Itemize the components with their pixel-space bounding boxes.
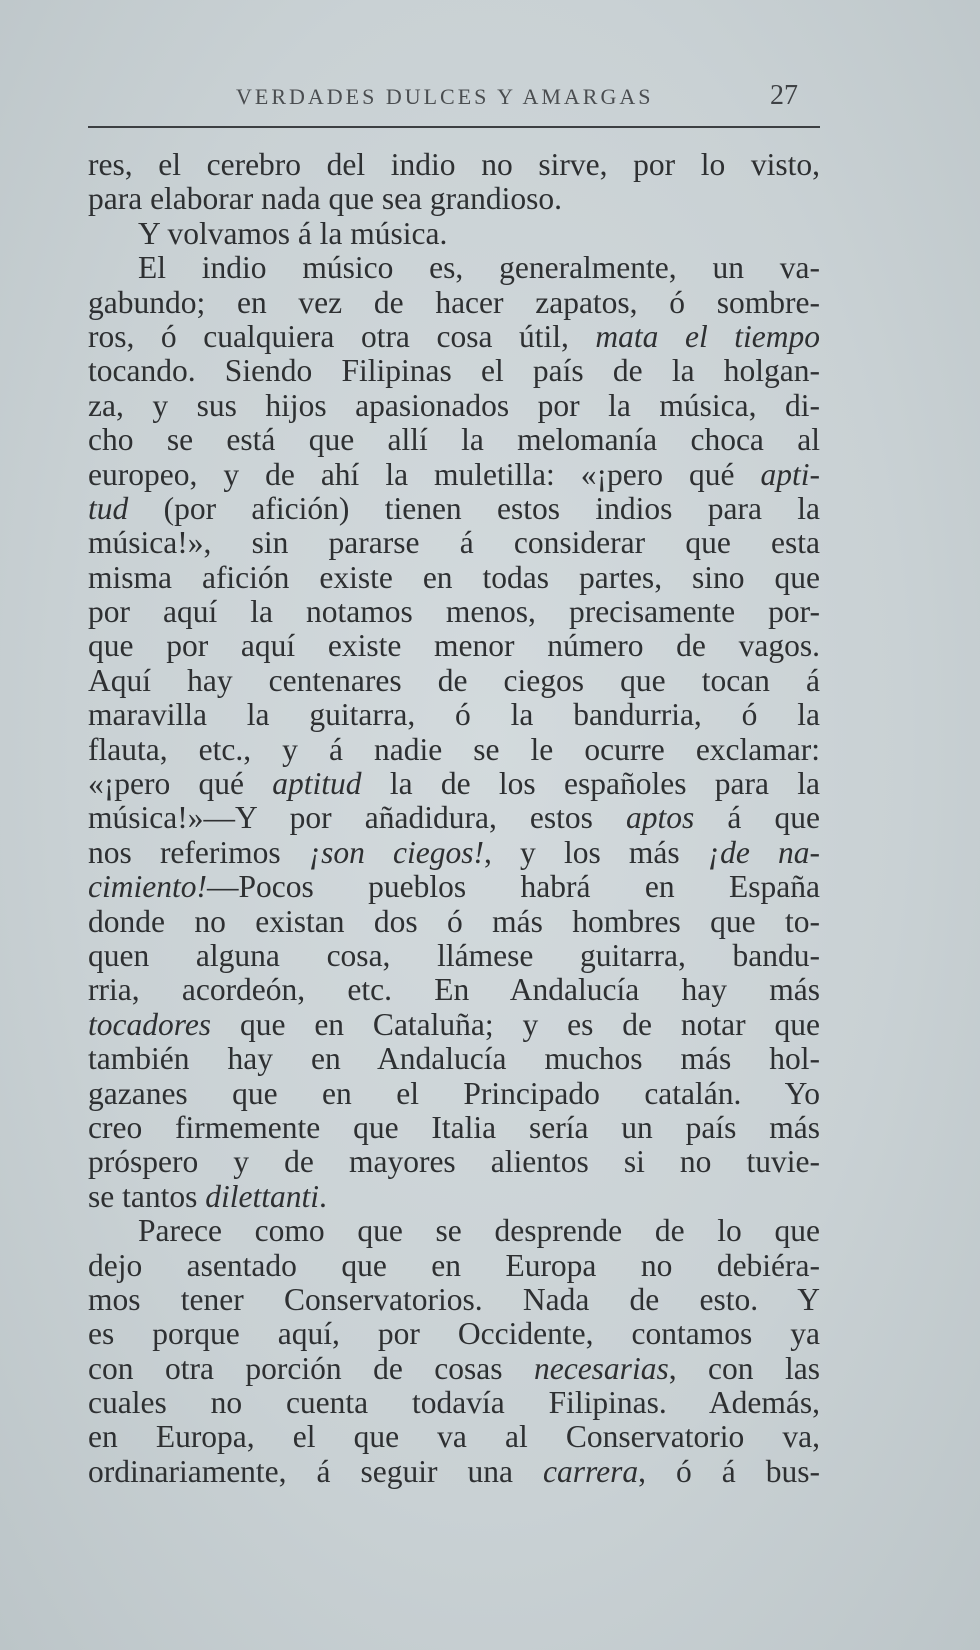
text-line — [88, 492, 820, 526]
text-span: que en Cataluña; y es de notar que — [211, 1006, 820, 1042]
text-line — [88, 973, 820, 1007]
text-span: , ó á bus- — [638, 1453, 820, 1489]
text-span: quen alguna cosa, llámese guitarra, bandu- — [88, 937, 820, 973]
text-span: mos tener Conservatorios. Nada de esto. Y — [88, 1281, 820, 1317]
text-span: con otra porción de cosas — [88, 1350, 534, 1386]
italic-text-span: ¡son ciegos! — [308, 834, 484, 870]
text-span: música!», sin pararse á considerar que esta — [88, 525, 820, 561]
italic-text-span: aptos — [626, 800, 695, 836]
text-span: á que — [694, 800, 820, 836]
text-line — [88, 526, 820, 560]
italic-text-span: mata el tiempo — [595, 318, 820, 354]
text-line — [88, 182, 820, 216]
italic-text-span: tocadores — [88, 1006, 212, 1042]
italic-text-span: apti- — [760, 456, 820, 492]
text-line — [88, 1352, 820, 1386]
text-line — [88, 1249, 820, 1283]
text-span: también hay en Andalucía muchos más hol- — [88, 1041, 820, 1077]
text-span: ordinariamente, á seguir una — [88, 1453, 544, 1489]
text-span: , con las — [668, 1350, 820, 1386]
text-span: que por aquí existe menor número de vagos. — [88, 628, 820, 664]
text-span: . — [318, 1178, 327, 1214]
text-span: dejo asentado que en Europa no debiéra- — [88, 1247, 820, 1283]
text-line — [88, 1145, 820, 1179]
text-line — [88, 320, 820, 354]
text-line — [88, 939, 820, 973]
text-line — [88, 561, 820, 595]
text-line — [88, 251, 820, 285]
text-line — [88, 1214, 820, 1248]
text-span: «¡pero qué — [88, 766, 273, 802]
text-line — [88, 423, 820, 457]
text-span: cuales no cuenta todavía Filipinas. Además, — [88, 1385, 820, 1421]
text-line — [88, 629, 820, 663]
text-line — [88, 905, 820, 939]
text-line — [88, 801, 820, 835]
body-text — [88, 148, 820, 1489]
text-span: (por afición) tienen estos indios para la — [128, 490, 820, 526]
text-span: europeo, y de ahí la muletilla: «¡pero qué — [88, 456, 761, 492]
text-line — [88, 1386, 820, 1420]
text-span: creo firmemente que Italia sería un país más — [88, 1109, 820, 1145]
italic-text-span: dilettanti — [205, 1178, 319, 1214]
text-line — [88, 733, 820, 767]
text-span: , y los más — [483, 834, 708, 870]
text-span: tocando. Siendo Filipinas el país de la holgan- — [88, 353, 820, 389]
text-line — [88, 1008, 820, 1042]
text-line — [88, 389, 820, 423]
page-number: 27 — [770, 80, 798, 111]
text-span: nos referimos — [88, 834, 309, 870]
text-span: —Pocos pueblos habrá en España — [206, 869, 820, 905]
text-line — [88, 1180, 820, 1214]
page-header — [88, 76, 820, 128]
text-span: se tantos — [88, 1178, 206, 1214]
text-span: misma afición existe en todas partes, sino que — [88, 559, 820, 595]
text-line — [88, 595, 820, 629]
text-line — [88, 217, 820, 251]
text-line — [88, 1317, 820, 1351]
text-line — [88, 1111, 820, 1145]
italic-text-span: carrera — [543, 1453, 639, 1489]
text-line — [88, 1455, 820, 1489]
text-span: flauta, etc., y á nadie se le ocurre exclamar: — [88, 731, 820, 767]
text-span: Parece como que se desprende de lo que — [138, 1213, 820, 1249]
text-span: Aquí hay centenares de ciegos que tocan á — [88, 662, 820, 698]
italic-text-span: necesarias — [533, 1350, 669, 1386]
text-span: Y volvamos á la música. — [138, 215, 448, 251]
text-span: res, el cerebro del indio no sirve, por lo visto, — [88, 147, 820, 182]
text-span: donde no existan dos ó más hombres que to- — [88, 903, 820, 939]
text-span: próspero y de mayores alientos si no tuvie- — [88, 1144, 820, 1180]
text-span: El indio músico es, generalmente, un va- — [138, 250, 820, 286]
italic-text-span: cimiento! — [88, 869, 207, 905]
text-span: la de los españoles para la — [361, 766, 820, 802]
text-span: ros, ó cualquiera otra cosa útil, — [88, 318, 596, 354]
text-line — [88, 1420, 820, 1454]
italic-text-span: ¡de na- — [707, 834, 821, 870]
text-line — [88, 1283, 820, 1317]
italic-text-span: aptitud — [272, 766, 362, 802]
text-span: maravilla la guitarra, ó la bandurria, ó la — [88, 697, 820, 733]
text-line — [88, 836, 820, 870]
text-span: en Europa, el que va al Conservatorio va, — [88, 1419, 820, 1455]
text-line — [88, 767, 820, 801]
text-line — [88, 458, 820, 492]
text-line — [88, 286, 820, 320]
text-line — [88, 1077, 820, 1111]
text-span: cho se está que allí la melomanía choca al — [88, 422, 820, 458]
text-span: za, y sus hijos apasionados por la música, di- — [88, 387, 820, 423]
text-span: para elaborar nada que sea grandioso. — [88, 181, 563, 217]
text-line — [88, 870, 820, 904]
text-span: música!»—Y por añadidura, estos — [88, 800, 627, 836]
italic-text-span: tud — [88, 490, 129, 526]
text-span: gazanes que en el Principado catalán. Yo — [88, 1075, 820, 1111]
text-span: por aquí la notamos menos, precisamente por- — [88, 594, 820, 630]
text-line — [88, 148, 820, 182]
text-line — [88, 698, 820, 732]
text-line — [88, 664, 820, 698]
text-span: gabundo; en vez de hacer zapatos, ó sombre- — [88, 284, 820, 320]
text-span: es porque aquí, por Occidente, contamos ya — [88, 1316, 820, 1352]
running-head: VERDADES DULCES Y AMARGAS — [236, 84, 654, 109]
text-span: rria, acordeón, etc. En Andalucía hay más — [88, 972, 820, 1008]
text-line — [88, 354, 820, 388]
text-line — [88, 1042, 820, 1076]
